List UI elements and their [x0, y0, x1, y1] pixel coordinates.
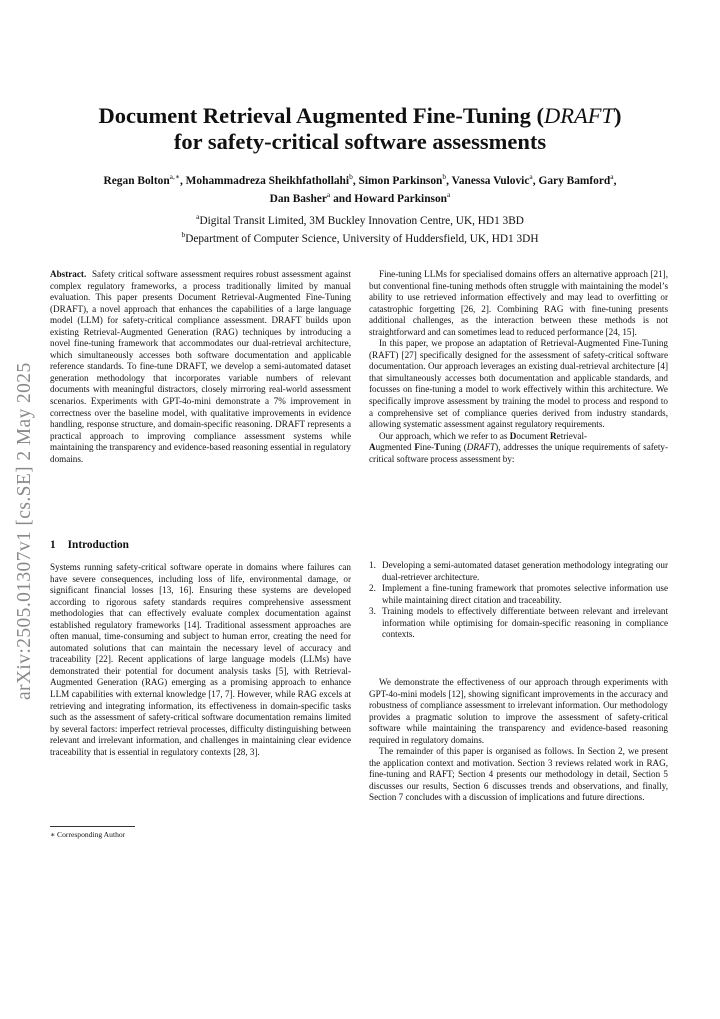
title-line-1-end: ) [613, 103, 622, 128]
author-affiliation-mark: b [442, 172, 447, 181]
contribution-item [369, 583, 668, 606]
title-line-2: for safety-critical software assessments [173, 129, 547, 154]
footnote-rule [50, 826, 135, 827]
contribution-text: Training models to effectively differentiate between relevant and irrelevant information while optimising for domain-specific reasoning in compliance contexts. [382, 606, 668, 640]
abstract [50, 269, 351, 465]
author-affiliation-mark: a [447, 189, 451, 199]
author-separator: , [352, 174, 359, 187]
contributions [369, 560, 668, 641]
paragraph-approach [369, 431, 668, 466]
paragraph-finetuning: Fine-tuning LLMs for specialised domains offers an alternative approach [21], but conventional fine-tuning methods often struggle with maintaining the model’s ability to use retrieved information effectively and may lead to overfitting or catastrophic forgetting [26, 2]. Combining RAG with fine-tuning presents additional challenges, as the interaction between these methods is not straightforward and can sometimes lead to reduced performance [24, 15]. [369, 269, 668, 337]
contribution-number: 3. [369, 606, 376, 617]
affiliation-text: Digital Transit Limited, 3M Buckley Innovation Centre, UK, HD1 3BD [199, 214, 524, 227]
author-name: Regan Bolton [103, 174, 170, 187]
footnote: ∗ Corresponding Author [50, 830, 126, 839]
right-column-bottom [369, 677, 668, 804]
author-affiliation-mark: a [529, 172, 533, 181]
author-name: Simon Parkinson [358, 174, 443, 187]
arxiv-side-stamp: arXiv:2505.01307v1 [cs.SE] 2 May 2025 [14, 362, 35, 700]
author-separator: , [532, 174, 539, 187]
contribution-text: Developing a semi-automated dataset generation methodology integrating our dual-retriever architecture. [382, 560, 668, 582]
abstract-heading: Abstract. [50, 269, 87, 279]
author-separator: , [446, 174, 452, 187]
author-separator: and [330, 192, 355, 205]
contribution-item [369, 606, 668, 641]
contribution-text: Implement a fine-tuning framework that promotes selective information use while maintaining direct citation and traceability. [382, 583, 668, 605]
author-separator: , [613, 174, 617, 187]
right-column-top [369, 269, 668, 465]
affiliation-line [60, 228, 660, 246]
abstract-text: Safety critical software assessment requires robust assessment against complex regulatory frameworks, a process traditionally limited by manual evaluation. This paper presents Document Retrieval-Augmented Fine-Tuning (DRAFT), a novel approach that enhances the capabilities of a large language model (LLM) for safety-critical compliance assessment. DRAFT builds upon existing Retrieval-Augmented Generation (RAG) techniques by introducing a novel fine-tuning framework that accommodates our dual-retrieval architecture, which simultaneously accesses both software documentation and applicable reference standards. To fine-tune DRAFT, we develop a semi-automated dataset generation methodology that incorporates variable numbers of relevant documents with meaningful distractors, closely mirroring real-world assessment scenarios. Experiments with GPT-4o-mini demonstrate a 7% improvement in correctness over the baseline model, with qualitative improvements in evidence handling, response structure, and domain-specific reasoning. DRAFT represents a practical approach to improving compliance assessment systems while maintaining the transparency and evidence-based reasoning essential in regulatory domains. [50, 269, 352, 464]
author-affiliation-mark: a,∗ [169, 172, 180, 181]
section-title: Introduction [67, 539, 129, 551]
affiliation-mark: a [196, 212, 200, 221]
section-number: 1 [50, 539, 56, 551]
affiliations [60, 210, 660, 246]
contribution-number: 1. [369, 560, 376, 570]
intro-text: Systems running safety-critical software operate in domains where failures can have severe consequences, including loss of life, environmental damage, or significant financial losses [13, 16]. Ensuring these systems are developed according to rigorous safety standards requires comprehensive assessment methodologies that can effectively evaluate complex documentation against established regulatory frameworks [14]. Traditional assessment approaches are often manual, time-consuming and subject to human error, creating the need for automated solutions that can maintain the necessary level of accuracy and traceability [22]. Recent applications of large language models (LLMs) have demonstrated their potential for document analysis tasks [5], with Retrieval-Augmented Generation (RAG) emerging as a promising approach to enhance LLM capabilities with external knowledge [17, 7]. However, while RAG excels at retrieving and integrating information, its effectiveness in domain-specific tasks such as the assessment of safety-critical software documentation remains limited by several factors: imperfect retrieval processes, difficulty distinguishing between relevant and irrelevant information, and challenges in maintaining clear evidence traceability that is essential in regulatory contexts [28, 3]. [50, 562, 351, 757]
draft-expansion: Document Retrieval- Augmented Fine-Tuning [369, 430, 588, 453]
approach-acronym: DRAFT [466, 442, 496, 453]
title-line-1 [40, 103, 680, 129]
title-line-1-text: Document Retrieval Augmented Fine-Tuning ( [98, 103, 544, 128]
author-name: Gary Bamford [538, 174, 611, 187]
section-heading-introduction [50, 539, 141, 551]
author-name: Mohammadreza Sheikhfathollahi [185, 174, 350, 187]
affiliation-text: Department of Computer Science, University of Huddersfield, UK, HD1 3DH [185, 232, 539, 245]
affiliation-mark: b [181, 229, 186, 239]
author-affiliation-mark: a [610, 172, 614, 181]
paper-title [40, 103, 680, 155]
contribution-item [369, 560, 668, 583]
approach-text-a: Our approach, which we refer to as [379, 430, 510, 441]
contribution-list [369, 560, 668, 641]
author-name: Dan Basher [269, 192, 327, 205]
paragraph-demonstration: We demonstrate the effectiveness of our approach through experiments with GPT-4o-mini models [12], showing significant improvements in the accuracy and robustness of compliance assessment to irrelevant information. Our methodology provides a pragmatic solution to improve the assessment of safety-critical software while maintaining the transparency and evidence-based reasoning required in regulatory domains. [369, 677, 668, 745]
title-acronym: DRAFT [543, 103, 614, 128]
author-name: Vanessa Vulovic [451, 174, 530, 187]
affiliation-line [60, 210, 660, 228]
author-list [50, 170, 670, 206]
approach-text-c: ), addresses the unique requirements of safety-critical software process assessment by: [369, 442, 668, 464]
approach-text-b: ( [460, 442, 467, 453]
paragraph-proposal: In this paper, we propose an adaptation of Retrieval-Augmented Fine-Tuning (RAFT) [27] specifically designed for the assessment of safety-critical software documentation. Our approach leverages an existing dual-retrieval architecture [4] that simultaneously accesses both documentation and applicable standards, and focusses on fine-tuning a model to work effectively within this architecture. We specifically improve assessment by training the model to process and respond to a comprehensive set of compliance queries derived from industry standards, allowing systematic assessment against regulatory requirements. [369, 338, 668, 430]
paragraph-outline: The remainder of this paper is organised as follows. In Section 2, we present the application context and motivation. Section 3 reviews related work in RAG, fine-tuning and RAFT; Section 4 presents our methodology in detail, Section 5 discusses our results, Section 6 discusses trends and observations, and finally, Section 7 concludes with a discussion of implications and future directions. [369, 746, 668, 803]
author-name: Howard Parkinson [354, 192, 448, 205]
author-affiliation-mark: b [349, 172, 353, 181]
author-separator: , [179, 174, 186, 187]
introduction-paragraph-1 [50, 562, 351, 758]
contribution-number: 2. [369, 583, 376, 594]
author-affiliation-mark: a [326, 189, 331, 199]
